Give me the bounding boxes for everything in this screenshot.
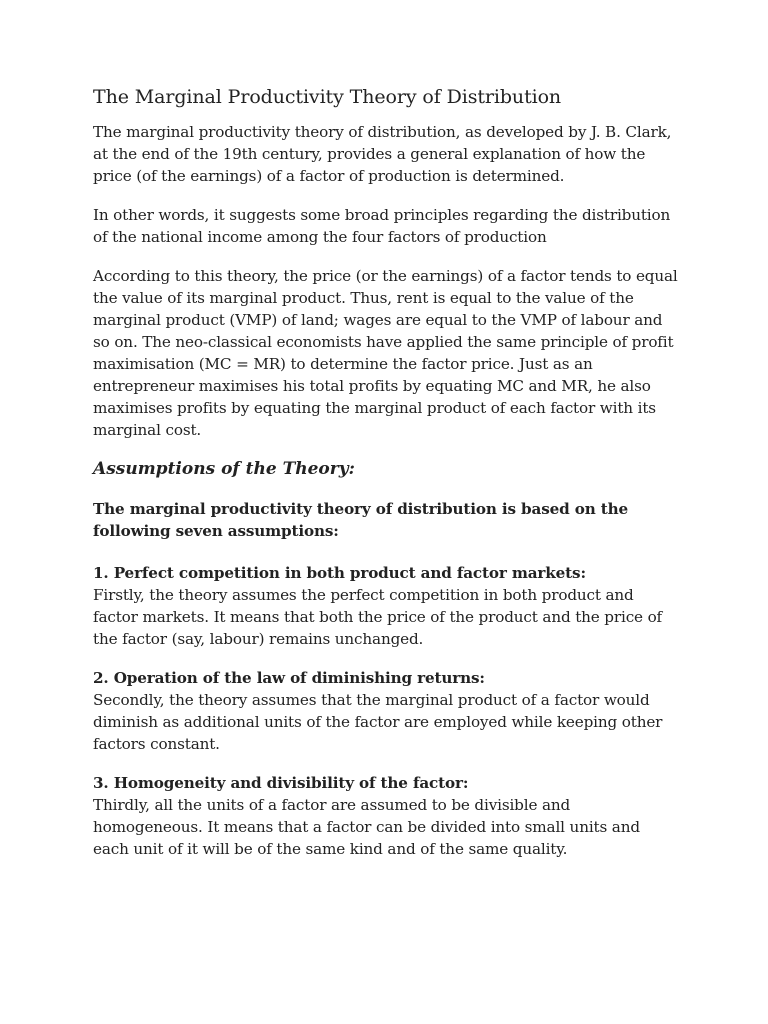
assumption-body: Thirdly, all the units of a factor are assumed to be divisible and homogeneous. It means that a factor can be divided into small units and each unit of it will be of the same kind and of the same quality. — [93, 795, 640, 858]
assumption-item — [93, 667, 680, 755]
assumption-body: Secondly, the theory assumes that the marginal product of a factor would diminish as additional units of the factor are employed while keeping other factors constant. — [93, 690, 663, 753]
assumptions-heading: Assumptions of the Theory: — [93, 458, 355, 479]
assumption-body: Firstly, the theory assumes the perfect competition in both product and factor markets. It means that both the price of the product and the price of the factor (say, labour) remains unchanged. — [93, 585, 663, 648]
page-title: The Marginal Productivity Theory of Distribution — [93, 86, 562, 108]
assumption-item — [93, 562, 680, 650]
paragraph-intro: The marginal productivity theory of distribution, as developed by J. B. Clark, at the end of the 19th century, provides a general explanation of how the price (of the earnings) of a factor of production is determined. — [93, 122, 672, 185]
paragraph-theory: According to this theory, the price (or the earnings) of a factor tends to equal the value of its marginal product. Thus, rent is equal to the value of the marginal product (VMP) of land; wages are equal to the VMP of labour and so on. The neo-classical economists have applied the same principle of profit maximisation (MC = MR) to determine the factor price. Just as an entrepreneur maximises his total profits by equating MC and MR, he also maximises profits by equating the marginal product of each factor with its marginal cost. — [93, 266, 678, 439]
assumptions-intro: The marginal productivity theory of distribution is based on the following seven assumptions: — [93, 499, 629, 540]
assumption-title: 3. Homogeneity and divisibility of the factor: — [93, 773, 469, 792]
assumption-item — [93, 772, 680, 860]
paragraph-other-words: In other words, it suggests some broad principles regarding the distribution of the national income among the four factors of production — [93, 205, 671, 246]
assumption-title: 2. Operation of the law of diminishing returns: — [93, 668, 485, 687]
assumption-title: 1. Perfect competition in both product and factor markets: — [93, 563, 586, 582]
